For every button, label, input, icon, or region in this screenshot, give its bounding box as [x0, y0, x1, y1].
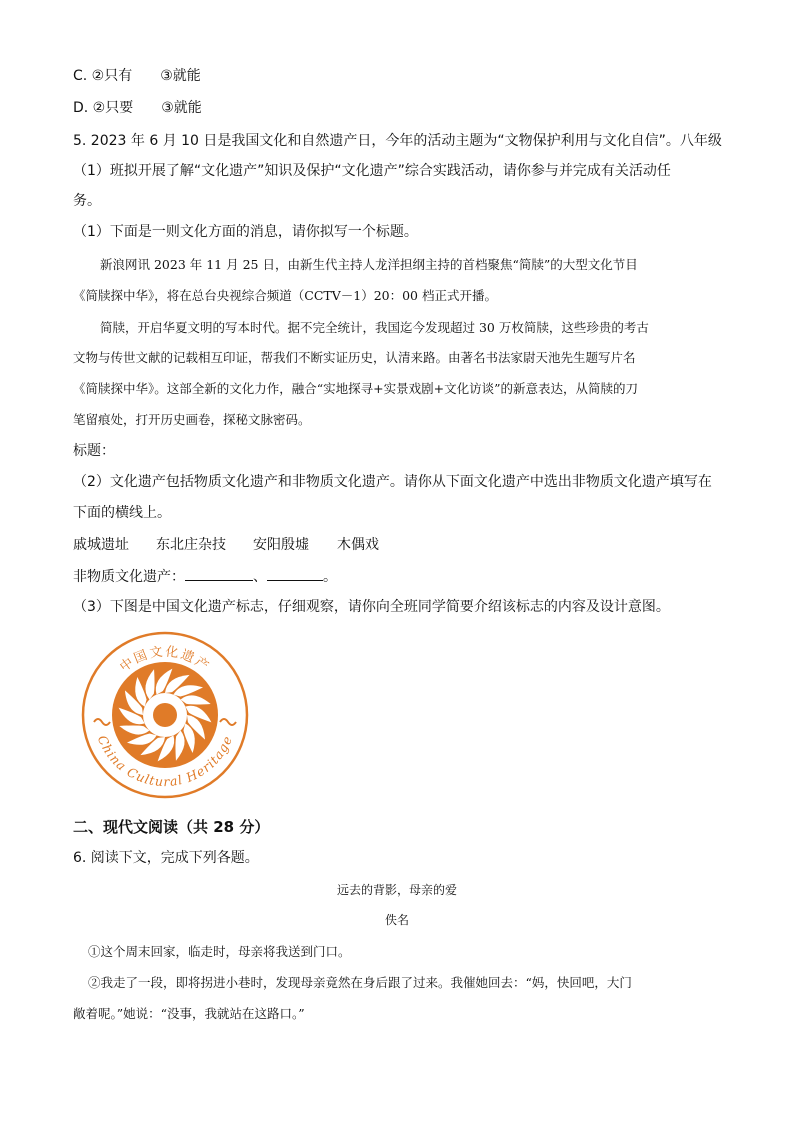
- q5-sub1: （1）下面是一则文化方面的消息，请你拟写一个标题。: [73, 224, 418, 240]
- answer-blank-2[interactable]: [267, 566, 323, 581]
- title-label: 标题：: [73, 443, 115, 459]
- q5-intro-line3: 务。: [73, 193, 101, 209]
- heritage-item: 安阳殷墟: [253, 537, 309, 553]
- q5-sub2-line1: （2）文化遗产包括物质文化遗产和非物质文化遗产。请你从下面文化遗产中选出非物质文化遗产填写在: [73, 474, 712, 490]
- q5-sub2-line2: 下面的横线上。: [73, 505, 171, 521]
- end-mark: 。: [323, 569, 337, 585]
- q6-prompt: 6. 阅读下文，完成下列各题。: [73, 850, 259, 866]
- q5-intro-line1: 5. 2023 年 6 月 10 日是我国文化和自然遗产日，今年的活动主题为“文物保护利用与文化自信”。八年级: [73, 133, 722, 149]
- china-cultural-heritage-logo: [80, 630, 250, 800]
- q5-intro-line2: （1）班拟开展了解“文化遗产”知识及保护“文化遗产”综合实践活动，请你参与并完成有关活动任: [73, 163, 671, 179]
- option-c: C. ②只有 ③就能: [73, 68, 201, 84]
- article-title: 远去的背影，母亲的爱: [336, 883, 457, 897]
- option-d: D. ②只要 ③就能: [73, 100, 202, 116]
- heritage-item: 戚城遗址: [73, 537, 129, 553]
- article-paragraph: ①这个周末回家，临走时，母亲将我送到门口。: [88, 944, 351, 959]
- answer-blank-1[interactable]: [185, 566, 253, 581]
- logo-top-text: 中国文化遗产: [117, 644, 213, 676]
- article-paragraph: ②我走了一段，即将拐进小巷时，发现母亲竟然在身后跟了过来。我催她回去：“妈，快回吧，大门: [88, 975, 632, 990]
- intangible-answer-line: [73, 566, 337, 587]
- heritage-item: 木偶戏: [337, 537, 379, 553]
- news-line: 《简牍探中华》。这部全新的文化力作，融合“实地探寻+实景戏剧+文化访谈”的新意表达，从简牍的刀: [73, 381, 638, 396]
- separator: 、: [253, 569, 267, 585]
- news-line: 《简牍探中华》，将在总台央视综合频道（CCTV－1）20：00 档正式开播。: [73, 288, 497, 303]
- intangible-label: 非物质文化遗产：: [73, 569, 185, 585]
- article-paragraph: 敞着呢。”她说：“没事，我就站在这路口。”: [73, 1006, 305, 1021]
- news-line: 文物与传世文献的记载相互印证，帮我们不断实证历史，认清来路。由著名书法家尉天池先生题写片名: [73, 350, 636, 365]
- q5-sub3: （3）下图是中国文化遗产标志，仔细观察，请你向全班同学简要介绍该标志的内容及设计意图。: [73, 599, 670, 615]
- news-line: 笔留痕处，打开历史画卷，探秘文脉密码。: [73, 412, 311, 427]
- heritage-item: 东北庄杂技: [156, 537, 226, 553]
- news-line: 新浪网讯 2023 年 11 月 25 日，由新生代主持人龙洋担纲主持的首档聚焦“简牍”的大型文化节目: [100, 257, 638, 272]
- article-author: 佚名: [384, 913, 409, 927]
- section2-heading: 二、现代文阅读（共 28 分）: [73, 818, 270, 836]
- logo-bottom-text: China Cultural Heritage: [94, 733, 236, 790]
- news-line: 简牍，开启华夏文明的写本时代。据不完全统计，我国迄今发现超过 30 万枚简牍，这些珍贵的考古: [100, 320, 649, 335]
